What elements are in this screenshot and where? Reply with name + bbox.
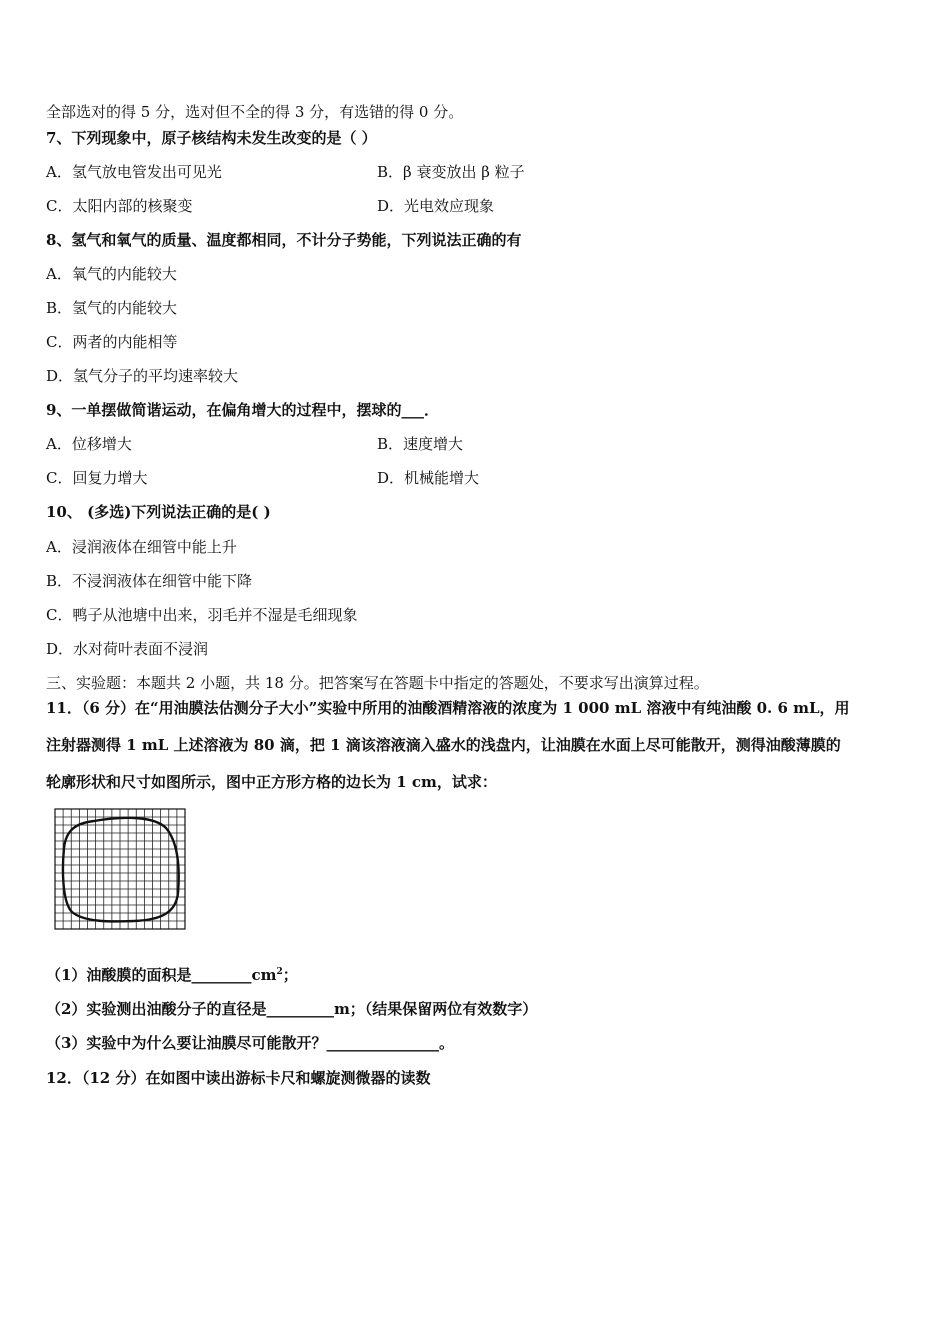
- q8-option-c: C．两者的内能相等: [46, 333, 178, 351]
- q8-option-b: B．氢气的内能较大: [46, 299, 178, 317]
- question-11-line-1: 11．（6 分）在“用油膜法估测分子大小”实验中所用的油酸酒精溶液的浓度为 1 000 mL 溶液中有纯油酸 0. 6 mL，用: [46, 699, 850, 717]
- q7-option-a: A．氢气放电管发出可见光: [46, 163, 222, 181]
- question-11-line-3: 轮廓形状和尺寸如图所示，图中正方形方格的边长为 1 cm，试求：: [46, 773, 497, 791]
- q9-option-d: D．机械能增大: [377, 469, 480, 487]
- q10-option-b: B．不浸润液体在细管中能下降: [46, 572, 253, 590]
- q7-option-c: C．太阳内部的核聚变: [46, 197, 193, 215]
- question-9: 9、一单摆做简谐运动，在偏角增大的过程中，摆球的___．: [46, 401, 439, 419]
- question-11-line-2: 注射器测得 1 mL 上述溶液为 80 滴，把 1 滴该溶液滴入盛水的浅盘内，让油膜在水面上尽可能散开，测得油酸薄膜的: [46, 736, 841, 754]
- question-12: 12．（12 分）在如图中读出游标卡尺和螺旋测微器的读数: [46, 1069, 431, 1087]
- q10-option-a: A．浸润液体在细管中能上升: [46, 538, 237, 556]
- question-10: 10、 (多选)下列说法正确的是( ): [46, 503, 271, 521]
- question-11-part-1: （1）油酸膜的面积是$\_\_\_\_\_\_\_\_cm^2$；: [46, 966, 298, 984]
- question-11-part-2: （2）实验测出油酸分子的直径是_________m；（结果保留两位有效数字）: [46, 1000, 538, 1018]
- question-11-part-3: （3）实验中为什么要让油膜尽可能散开？_______________。: [46, 1034, 454, 1052]
- q7-option-d: D．光电效应现象: [377, 197, 495, 215]
- section-3-heading: 三、实验题：本题共 2 小题，共 18 分。把答案写在答题卡中指定的答题处，不要求写出演算过程。: [46, 674, 709, 692]
- q9-option-a: A．位移增大: [46, 435, 132, 453]
- question-8: 8、氢气和氧气的质量、温度都相同，不计分子势能，下列说法正确的有: [46, 231, 522, 249]
- q8-option-d: D．氢气分子的平均速率较大: [46, 367, 239, 385]
- q8-option-a: A．氧气的内能较大: [46, 265, 177, 283]
- q9-option-b: B．速度增大: [377, 435, 464, 453]
- q9-option-c: C．回复力增大: [46, 469, 148, 487]
- intro-text: 全部选对的得 5 分，选对但不全的得 3 分，有选错的得 0 分。: [46, 103, 464, 121]
- oil-film-grid-figure: [54, 808, 186, 930]
- q10-option-d: D．水对荷叶表面不浸润: [46, 640, 209, 658]
- q10-option-c: C．鸭子从池塘中出来，羽毛并不湿是毛细现象: [46, 606, 358, 624]
- q7-option-b: B．β 衰变放出 β 粒子: [377, 163, 525, 181]
- question-7: 7、下列现象中，原子核结构未发生改变的是（ ）: [46, 129, 377, 147]
